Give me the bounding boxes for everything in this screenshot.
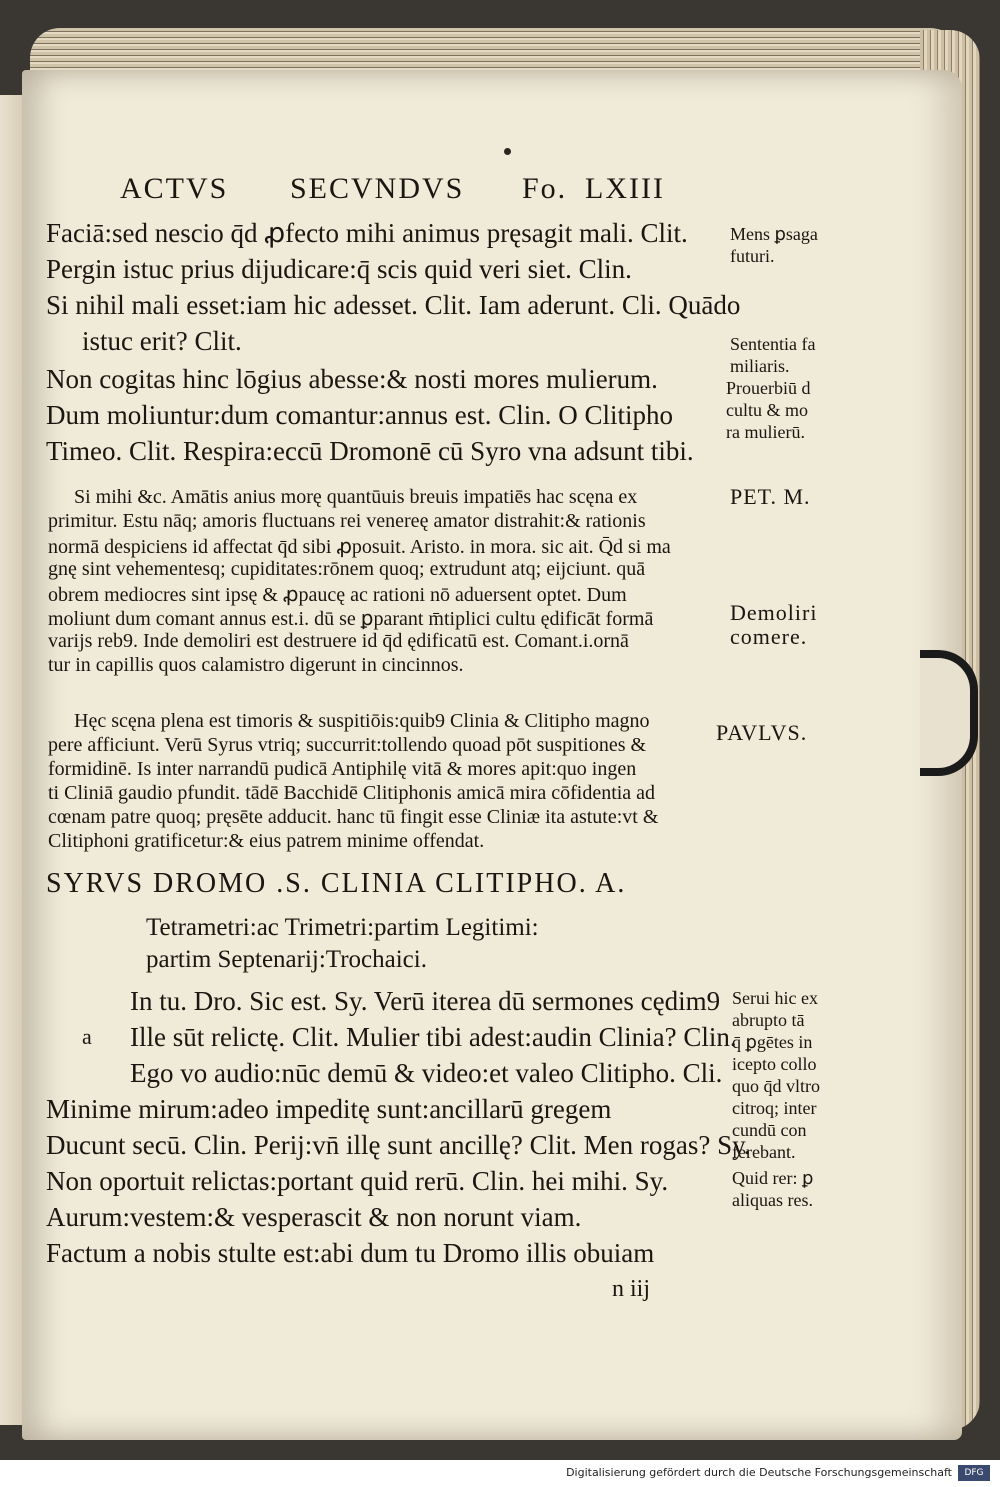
footer-credit: Digitalisierung gefördert durch die Deutsche Forschungsgemeinschaft: [566, 1466, 952, 1479]
margin-demoliri: Demoliri: [730, 600, 818, 625]
margin-line: Prouerbiū d: [726, 378, 811, 398]
meter-line: Tetrametri:ac Trimetri:partim Legitimi:: [146, 914, 539, 941]
bookmark-clip: [920, 650, 978, 776]
verse-line: Dum moliuntur:dum comantur:annus est. Clin. O Clitipho: [46, 400, 673, 430]
commentary-line: Hęc scęna plena est timoris & suspitiōis:quib9 Clinia & Clitipho magno: [74, 710, 650, 732]
commentary-line: tur in capillis quos calamistro digerunt in cincinnos.: [48, 654, 464, 676]
commentary-line: gnę sint vehementesq; cupiditates:rōnem quoq; extrudunt atq; eijciunt. quā: [48, 558, 646, 580]
commentary-line: ti Cliniā gaudio pfundit. tādē Bacchidē Clitiphonis amicā mira cōfidentia ad: [48, 782, 656, 804]
folio-number: LXIII: [585, 172, 665, 205]
margin-line: cundū con: [732, 1120, 807, 1140]
commentary-line: obrem mediocres sint ipsę & ꝓpaucę ac rationi nō aduersent optet. Dum: [48, 584, 627, 606]
verse-line: Timeo. Clit. Respira:eccū Dromonē cū Syro vna adsunt tibi.: [46, 436, 694, 466]
margin-line: q̄ ꝑgētes in: [732, 1032, 813, 1052]
margin-line: cultu & mo: [726, 400, 808, 420]
commentary-line: primitur. Estu nāq; amoris fluctuans rei venereę amator distrahit:& rationis: [48, 510, 646, 532]
facing-page-edge: [0, 95, 24, 1425]
margin-line: aliquas res.: [732, 1190, 813, 1210]
footer-bar: [0, 1460, 1000, 1487]
verse-line: istuc erit? Clit.: [82, 326, 242, 356]
margin-line: Sententia fa: [730, 334, 816, 354]
commentary-line: cœnam patre quoq; pręsēte adducit. hanc tū fingit esse Cliniæ ita astute:vt &: [48, 806, 659, 828]
running-head-second: SECVNDVS: [290, 172, 465, 205]
verse-line: Aurum:vestem:& vesperascit & non norunt viam.: [46, 1202, 582, 1232]
commentary-line: formidinē. Is inter narrandū pudicā Antiphilę vitā & mores apit:quo ingen: [48, 758, 637, 780]
verse-line: Faciā:sed nescio q̄d ꝓfecto mihi animus pręsagit mali. Clit.: [46, 218, 688, 248]
margin-line: Serui hic ex: [732, 988, 818, 1008]
book-top-edge: [30, 28, 960, 76]
margin-line: ferebant.: [732, 1142, 796, 1162]
dfg-logo: DFG: [958, 1465, 990, 1481]
verse-line: Ille sūt relictę. Clit. Mulier tibi adest:audin Clinia? Clin.: [130, 1022, 737, 1052]
commentary-line: pere afficiunt. Verū Syrus vtriq; succurrit:tollendo quoad pōt suspitiones &: [48, 734, 647, 756]
margin-line: Quid rer: ꝑ: [732, 1168, 814, 1188]
verse-line: Si nihil mali esset:iam hic adesset. Clit. Iam aderunt. Cli. Quādo: [46, 290, 741, 320]
margin-line: miliaris.: [730, 356, 790, 376]
verse-line: Minime mirum:adeo impeditę sunt:ancillarū gregem: [46, 1094, 612, 1124]
commentary-line: Clitiphoni gratificetur:& eius patrem minime offendat.: [48, 830, 485, 852]
margin-line: quo q̄d vltro: [732, 1076, 820, 1096]
page-mark: [504, 148, 511, 155]
margin-line: Mens ꝑsaga: [730, 224, 818, 244]
commentary-line: Si mihi &c. Amātis anius morę quantūuis breuis impatiēs hac scęna ex: [74, 486, 638, 508]
running-head-fo: Fo.: [522, 172, 568, 205]
verse-line: Non cogitas hinc lōgius abesse:& nosti mores mulierum.: [46, 364, 658, 394]
verse-line: Non oportuit relictas:portant quid rerū. Clin. hei mihi. Sy.: [46, 1166, 669, 1196]
margin-pet: PET. M.: [730, 484, 811, 509]
scene-heading: SYRVS DROMO .S. CLINIA CLITIPHO. A.: [46, 868, 627, 899]
margin-line: futuri.: [730, 246, 775, 266]
running-head-act: ACTVS: [120, 172, 229, 205]
margin-comere: comere.: [730, 624, 808, 649]
margin-line: icepto collo: [732, 1054, 817, 1074]
verse-line: In tu. Dro. Sic est. Sy. Verū iterea dū sermones cędim9: [130, 986, 721, 1016]
commentary-line: moliunt dum comant annus est.i. dū se ꝑparant m̄tiplici cultu ędificāt formā: [48, 608, 654, 630]
commentary-line: normā despiciens id affectat q̄d sibi ꝓposuit. Aristo. in mora. sic ait. Q̄d si ma: [48, 536, 671, 558]
margin-line: citroq; inter: [732, 1098, 817, 1118]
margin-line: abrupto tā: [732, 1010, 805, 1030]
signature-mark: n iij: [612, 1276, 651, 1302]
margin-paulus: PAVLVS.: [716, 720, 808, 745]
verse-line: Ego vo audio:nūc demū & video:et valeo Clitipho. Cli.: [130, 1058, 723, 1088]
verse-line: Ducunt secū. Clin. Perij:vn̄ illę sunt ancillę? Clit. Men rogas? Sy.: [46, 1130, 751, 1160]
margin-line: ra mulierū.: [726, 422, 805, 442]
meter-line: partim Septenarij:Trochaici.: [146, 946, 427, 973]
commentary-line: varijs reb9. Inde demoliri est destruere id q̄d ędificatū est. Comant.i.ornā: [48, 630, 629, 652]
section-letter: a: [82, 1024, 92, 1049]
verse-line: Factum a nobis stulte est:abi dum tu Dromo illis obuiam: [46, 1238, 655, 1268]
verse-line: Pergin istuc prius dijudicare:q̄ scis quid veri siet. Clin.: [46, 254, 632, 284]
